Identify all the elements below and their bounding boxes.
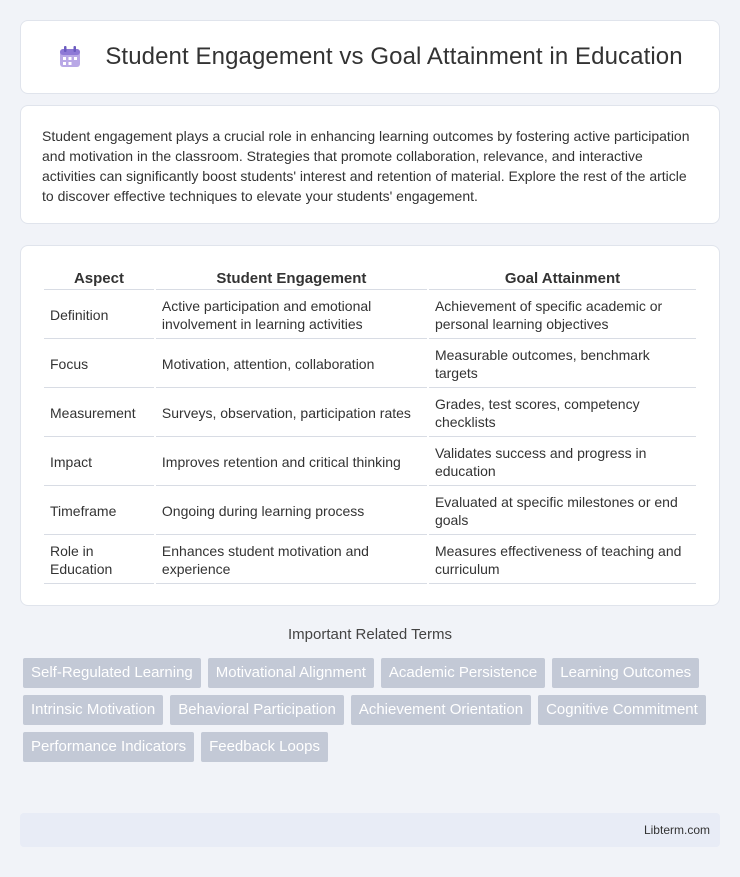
table-cell: Measures effectiveness of teaching and curriculum: [429, 537, 696, 584]
header-student-engagement: Student Engagement: [156, 268, 427, 290]
table-row: [44, 341, 696, 388]
tag-academic-persistence[interactable]: Academic Persistence: [381, 658, 545, 688]
table-cell: Surveys, observation, participation rates: [156, 390, 427, 437]
table-row: [44, 390, 696, 437]
tag-self-regulated-learning[interactable]: Self-Regulated Learning: [23, 658, 201, 688]
comparison-table-card: [20, 245, 720, 606]
table-cell: Validates success and progress in education: [429, 439, 696, 486]
footer-link[interactable]: Libterm.com: [643, 823, 710, 837]
table-cell: Grades, test scores, competency checklists: [429, 390, 696, 437]
tag-intrinsic-motivation[interactable]: Intrinsic Motivation: [23, 695, 163, 725]
table-cell: Focus: [44, 341, 154, 388]
related-terms-list: [23, 658, 723, 769]
table-row: [44, 537, 696, 584]
page-title: Student Engagement vs Goal Attainment in Education: [105, 43, 683, 70]
related-terms-title: Important Related Terms: [288, 626, 452, 643]
table-cell: Achievement of specific academic or personal learning objectives: [429, 292, 696, 339]
table-cell: Measurement: [44, 390, 154, 437]
tag-feedback-loops[interactable]: Feedback Loops: [201, 732, 328, 762]
table-cell: Timeframe: [44, 488, 154, 535]
table-cell: Impact: [44, 439, 154, 486]
header-goal-attainment: Goal Attainment: [429, 268, 696, 290]
tag-performance-indicators[interactable]: Performance Indicators: [23, 732, 194, 762]
tag-motivational-alignment[interactable]: Motivational Alignment: [208, 658, 374, 688]
table-cell: Ongoing during learning process: [156, 488, 427, 535]
footer: [20, 813, 720, 847]
tag-achievement-orientation[interactable]: Achievement Orientation: [351, 695, 531, 725]
table-cell: Evaluated at specific milestones or end goals: [429, 488, 696, 535]
table-cell: Measurable outcomes, benchmark targets: [429, 341, 696, 388]
table-cell: Improves retention and critical thinking: [156, 439, 427, 486]
table-cell: Role in Education: [44, 537, 154, 584]
calendar-icon: [57, 44, 83, 70]
table-row: [44, 292, 696, 339]
table-header-row: [44, 268, 696, 290]
intro-text: Student engagement plays a crucial role in enhancing learning outcomes by fostering active participation and motivation in the classroom. Strategies that promote collaboration, relevance, and interactive activities can significantly boost students' interest and retention of material. Explore the rest of the article to discover effective techniques to elevate your students' engagement.: [42, 128, 690, 204]
table-cell: Definition: [44, 292, 154, 339]
header-card: [20, 20, 720, 94]
table-cell: Active participation and emotional involvement in learning activities: [156, 292, 427, 339]
table-cell: Enhances student motivation and experience: [156, 537, 427, 584]
table-row: [44, 439, 696, 486]
table-cell: Motivation, attention, collaboration: [156, 341, 427, 388]
header-aspect: Aspect: [44, 268, 154, 290]
comparison-table: [42, 266, 698, 586]
intro-card: [20, 105, 720, 224]
tag-learning-outcomes[interactable]: Learning Outcomes: [552, 658, 699, 688]
tag-behavioral-participation[interactable]: Behavioral Participation: [170, 695, 344, 725]
table-row: [44, 488, 696, 535]
tag-cognitive-commitment[interactable]: Cognitive Commitment: [538, 695, 706, 725]
